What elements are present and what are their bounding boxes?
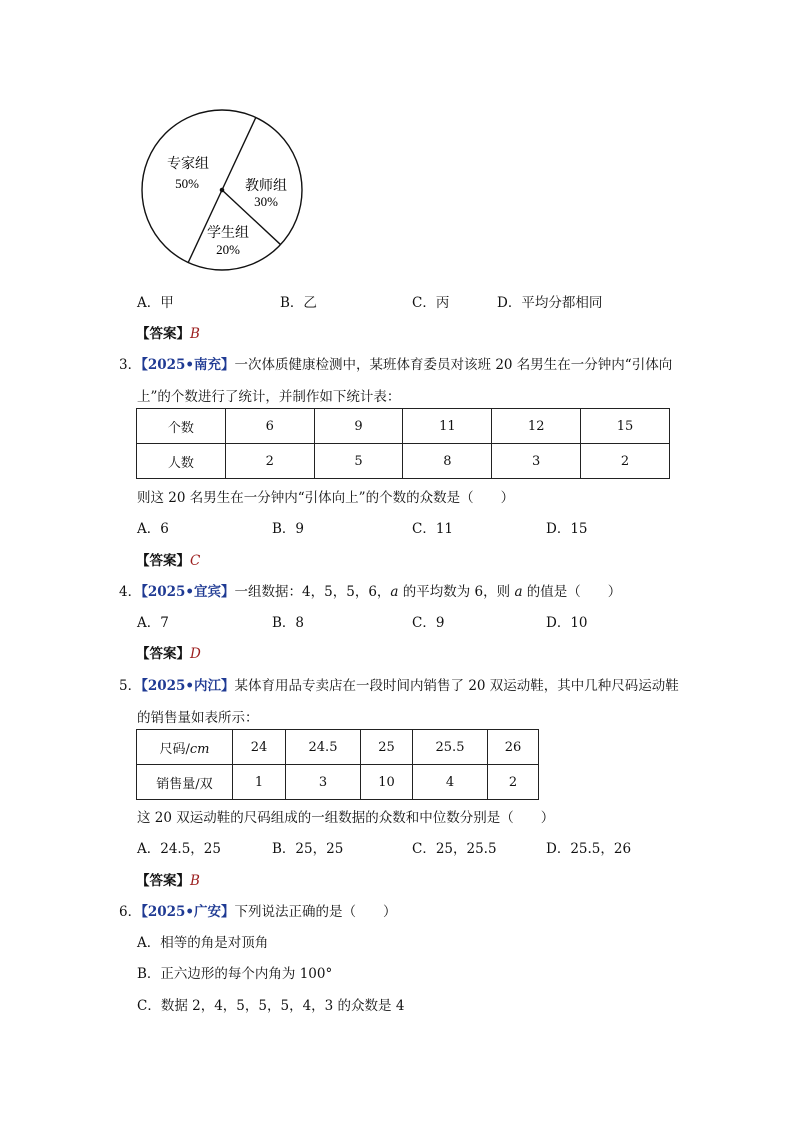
table-cell: 9	[314, 409, 403, 444]
question-text-part: 的平均数为 6，则	[398, 584, 515, 600]
question-text-part: 的值是（ ）	[522, 584, 622, 600]
q2-answer	[136, 322, 200, 342]
answer-label: 【答案】	[136, 646, 190, 662]
q5-option-a: A．24.5，25	[137, 841, 221, 857]
table-row-header: 个数	[137, 409, 226, 444]
table-cell: 12	[492, 409, 581, 444]
q6-option-c: C．数据 2，4，5，5，5，4，3 的众数是 4	[137, 998, 405, 1014]
variable-a: a	[390, 584, 399, 600]
table-cell: 11	[403, 409, 492, 444]
pie-center-dot	[220, 188, 223, 191]
question-number: 6．	[119, 904, 142, 920]
table-row	[137, 409, 670, 444]
table-cell: 2	[225, 444, 314, 479]
pie-chart	[140, 106, 305, 276]
question-number: 5．	[119, 678, 142, 694]
q5-option-c: C．25，25.5	[412, 841, 497, 857]
table-row	[137, 444, 670, 479]
pie-pct-experts: 50%	[175, 176, 199, 191]
answer-label: 【答案】	[136, 873, 190, 889]
q3-option-d: D．15	[546, 521, 588, 537]
q5-question: 这 20 双运动鞋的尺码组成的一组数据的众数和中位数分别是（ ）	[137, 810, 555, 826]
q5-option-d: D．25.5，26	[546, 841, 632, 857]
pie-label-students: 学生组	[207, 226, 249, 241]
table-row	[137, 765, 539, 800]
q3-answer	[136, 549, 200, 569]
q5-line2: 的销售量如表所示：	[137, 710, 259, 726]
pie-pct-teachers: 30%	[254, 194, 278, 209]
size-unit: cm	[189, 741, 210, 757]
table-cell: 2	[581, 444, 670, 479]
q6-line	[119, 900, 397, 920]
table-cell: 15	[581, 409, 670, 444]
size-label: 尺码/	[159, 741, 190, 757]
pie-label-experts: 专家组	[167, 157, 209, 172]
table-cell: 25	[361, 730, 413, 765]
variable-a: a	[514, 584, 523, 600]
q3-question: 则这 20 名男生在一分钟内“引体向上”的个数的众数是（ ）	[137, 490, 515, 506]
table-row-header: 销售量/双	[137, 765, 233, 800]
q3-table	[136, 408, 670, 479]
answer-value: C	[190, 553, 201, 569]
q2-option-d: D．平均分都相同	[497, 295, 603, 311]
answer-value: D	[190, 646, 201, 662]
answer-label: 【答案】	[136, 326, 190, 342]
question-text: 下列说法正确的是（ ）	[234, 904, 397, 920]
q5-table	[136, 729, 539, 800]
table-cell: 8	[403, 444, 492, 479]
table-cell: 3	[492, 444, 581, 479]
table-cell: 24	[233, 730, 286, 765]
table-row	[137, 730, 539, 765]
table-cell: 3	[286, 765, 361, 800]
q4-line	[119, 580, 621, 600]
q3-line2: 上”的个数进行了统计，并制作如下统计表：	[137, 389, 401, 405]
table-cell: 5	[314, 444, 403, 479]
q4-option-b: B．8	[272, 615, 305, 631]
q4-answer	[136, 642, 201, 662]
q6-option-a: A．相等的角是对顶角	[137, 935, 269, 951]
answer-label: 【答案】	[136, 553, 190, 569]
q5-answer	[136, 869, 200, 889]
q4-option-d: D．10	[546, 615, 588, 631]
table-cell: 10	[361, 765, 413, 800]
q3-option-c: C．11	[412, 521, 454, 537]
answer-value: B	[190, 873, 200, 889]
table-row-header	[137, 730, 233, 765]
question-text-part: 一组数据：4，5，5，6，	[234, 584, 391, 600]
q3-option-a: A．6	[137, 521, 169, 537]
q3-line1	[119, 353, 672, 373]
source-tag: 【2025•内江】	[141, 678, 235, 694]
table-cell: 6	[225, 409, 314, 444]
q6-option-b: B．正六边形的每个内角为 100°	[137, 966, 333, 982]
table-cell: 26	[488, 730, 539, 765]
q2-option-c: C．丙	[412, 295, 450, 311]
table-cell: 4	[413, 765, 488, 800]
table-cell: 2	[488, 765, 539, 800]
q4-option-a: A．7	[137, 615, 169, 631]
table-cell: 25.5	[413, 730, 488, 765]
source-tag: 【2025•宜宾】	[141, 584, 235, 600]
q5-option-b: B．25，25	[272, 841, 344, 857]
question-number: 3．	[119, 357, 142, 373]
question-text: 一次体质健康检测中，某班体育委员对该班 20 名男生在一分钟内“引体向	[234, 357, 673, 373]
q5-line1	[119, 674, 679, 694]
q2-option-b: B．乙	[280, 295, 317, 311]
table-cell: 1	[233, 765, 286, 800]
source-tag: 【2025•广安】	[141, 904, 235, 920]
question-number: 4．	[119, 584, 142, 600]
pie-pct-students: 20%	[216, 242, 240, 257]
source-tag: 【2025•南充】	[141, 357, 235, 373]
q4-option-c: C．9	[412, 615, 445, 631]
table-row-header: 人数	[137, 444, 226, 479]
q3-option-b: B．9	[272, 521, 305, 537]
question-text: 某体育用品专卖店在一段时间内销售了 20 双运动鞋，其中几种尺码运动鞋	[234, 678, 679, 694]
pie-label-teachers: 教师组	[245, 179, 287, 194]
answer-value: B	[190, 326, 200, 342]
table-cell: 24.5	[286, 730, 361, 765]
q2-option-a: A．甲	[137, 295, 174, 311]
